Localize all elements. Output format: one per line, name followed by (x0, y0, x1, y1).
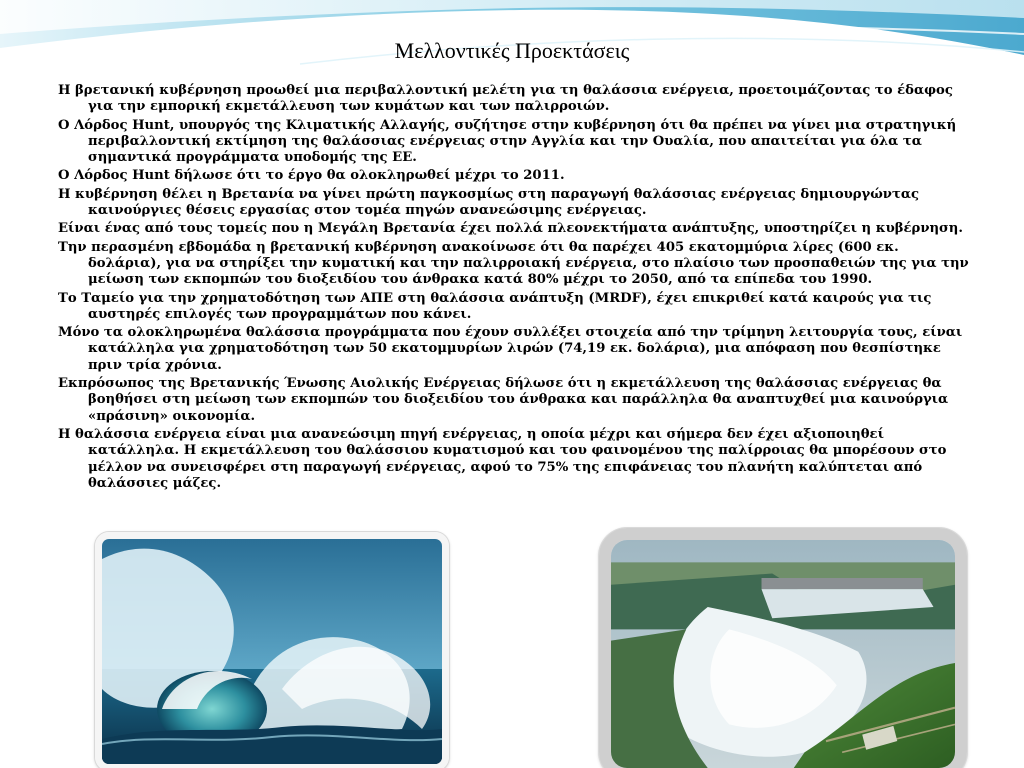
paragraph: Μόνο τα ολοκληρωμένα θαλάσσια προγράμματα που έχουν συλλέξει στοιχεία από την τρίμηνη λειτουργία τους, είναι κατάλληλα για χρηματοδότηση των 50 εκατομμυρίων λιρών (74,19 εκ. δολάρια), μια απόφαση που θεσπίστηκε πριν τρία χρόνια. (58, 325, 963, 373)
paragraph: Είναι ένας από τους τομείς που η Μεγάλη Βρετανία έχει πολλά πλεονεκτήματα ανάπτυξης, υποστηρίζει η κυβέρνηση. (58, 221, 963, 237)
paragraph: Η βρετανική κυβέρνηση προωθεί μια περιβαλλοντική μελέτη για τη θαλάσσια ενέργεια, προετοιμάζοντας το έδαφος για την εμπορική εκμετάλλευση των κυμάτων και των παλιρροιών. (58, 83, 953, 115)
slide-title: Μελλοντικές Προεκτάσεις (394, 38, 630, 63)
dam-spillway-photo (599, 528, 967, 768)
ocean-wave-photo (95, 532, 449, 768)
paragraph: Η κυβέρνηση θέλει η Βρετανία να γίνει πρώτη παγκοσμίως στη παραγωγή θαλάσσιας ενέργειας δημιουργώντας καινούργιες θέσεις εργασίας στον τομέα πηγών ανανεώσιμης ενέργειας. (58, 186, 919, 219)
body-text (58, 83, 970, 494)
paragraph: Την περασμένη εβδομάδα η βρετανική κυβέρνηση ανακοίνωσε ότι θα παρέχει 405 εκατομμύρια λίρες (600 εκ. δολάρια), για να στηρίξει την κυματική και την παλιρροιακή ενέργεια, στο πλαίσιο των προσπαθειών της για την μείωση των εκπομπών του διοξειδίου του άνθρακα κατά 80% μέχρι το 2050, από τα επίπεδα του 1990. (58, 239, 969, 288)
paragraph: Εκπρόσωπος της Βρετανικής Ένωσης Αιολικής Ενέργειας δήλωσε ότι η εκμετάλλευση της θαλάσσιας ενέργειας θα βοηθήσει στη μείωση των εκπομπών του διοξειδίου του άνθρακα και παράλληλα θα αναπτυχθεί μια καινούργια «πράσινη» οικονομία. (58, 376, 949, 424)
paragraph: Ο Λόρδος Hunt, υπουργός της Κλιματικής Αλλαγής, συζήτησε στην κυβέρνηση ότι θα πρέπει να γίνει μια στρατηγική περιβαλλοντική εκτίμηση της θαλάσσιας ενέργειας στην Αγγλία και την Ουαλία, που απαιτείται για όλα τα σημαντικά προγράμματα υποδομής της ΕΕ. (58, 117, 957, 166)
paragraph: Ο Λόρδος Hunt δήλωσε ότι το έργο θα ολοκληρωθεί μέχρι το 2011. (58, 168, 565, 184)
paragraph: Η θαλάσσια ενέργεια είναι μια ανανεώσιμη πηγή ενέργειας, η οποία μέχρι και σήμερα δεν έχει αξιοποιηθεί κατάλληλα. Η εκμετάλλευση του θαλάσσιου κυματισμού και του φαινομένου της παλίρροιας θα μπορέσουν στο μέλλον να συνεισφέρει στη παραγωγή ενέργειας, αφού το 75% της επιφάνειας του πλανήτη καλύπτεται από θαλάσσιες μάζες. (58, 426, 947, 491)
paragraph: Το Ταμείο για την χρηματοδότηση των ΑΠΕ στη θαλάσσια ανάπτυξη (MRDF), έχει επικριθεί κατά καιρούς για τις αυστηρές επιλογές των προγραμμάτων που κάνει. (58, 290, 932, 322)
